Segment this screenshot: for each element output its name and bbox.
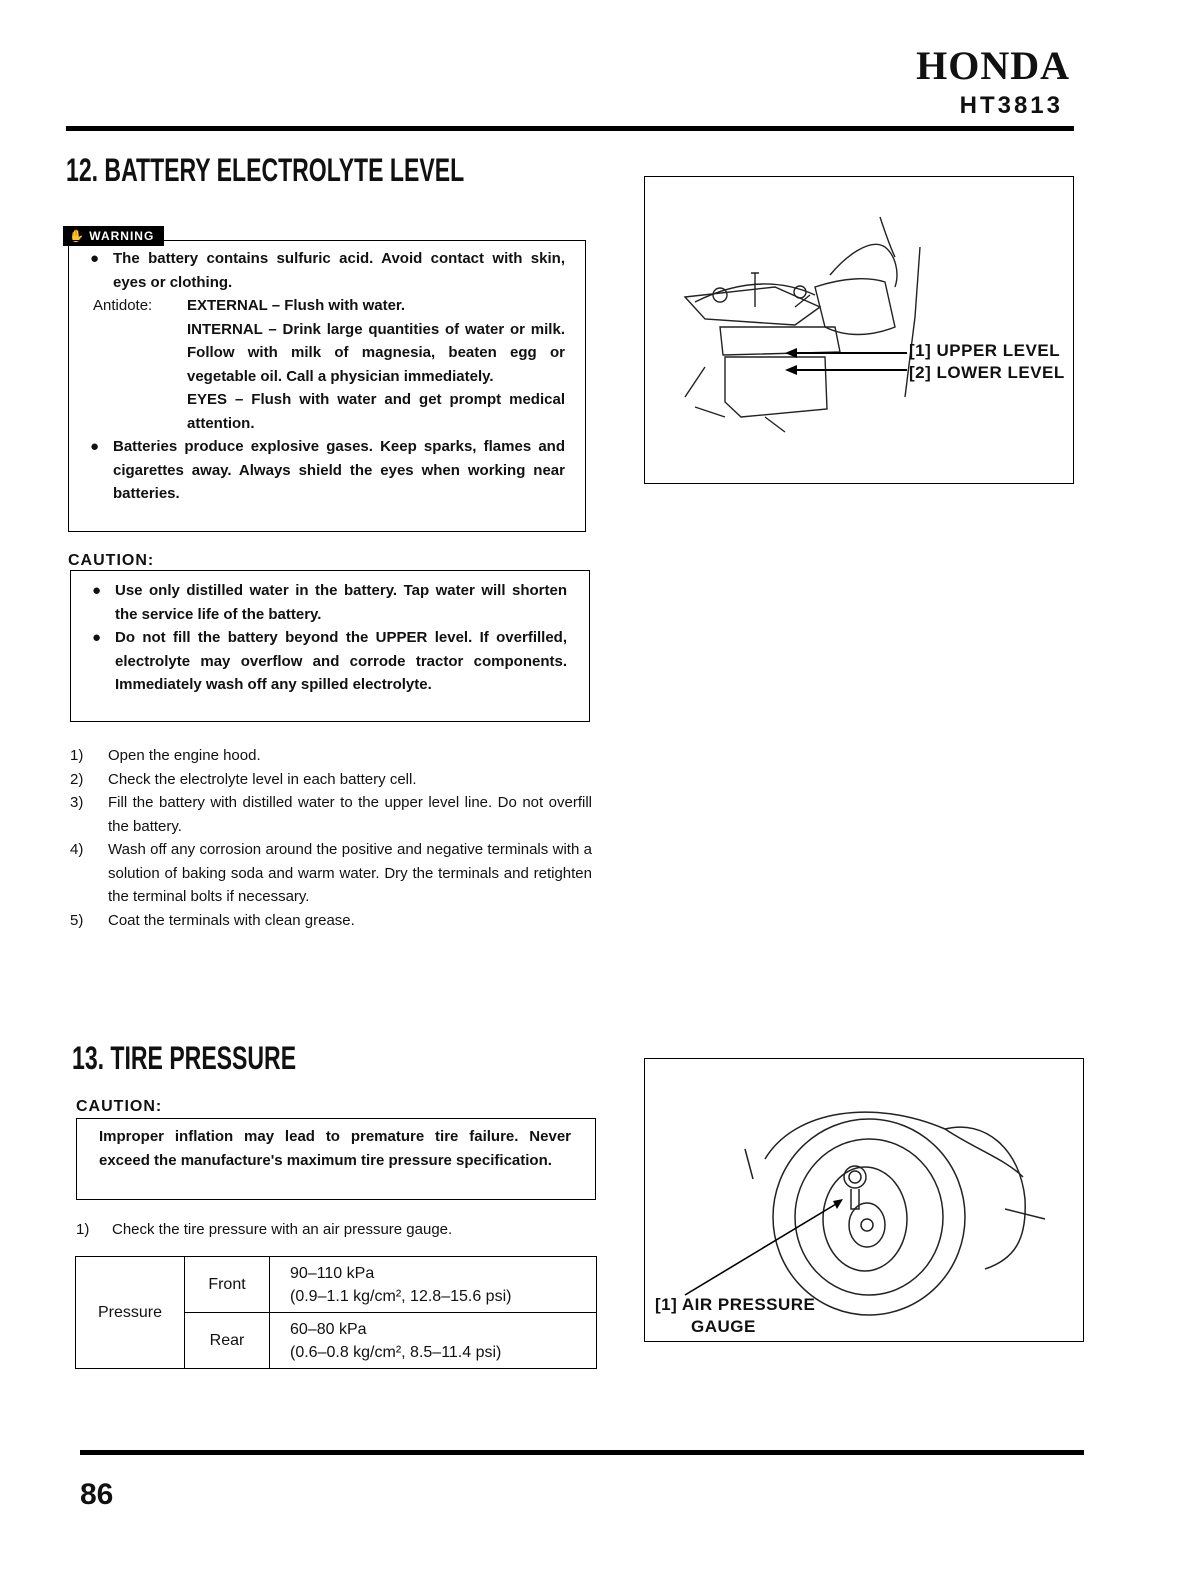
step-item: 2) Check the electrolyte level in each battery cell. [70,770,417,788]
front-label: Front [185,1257,270,1313]
warning-item: ● Batteries produce explosive gases. Keep sparks, flames and cigarettes away. Always shield the eyes when working near batteries. [90,438,565,502]
caution-item: ● Do not fill the battery beyond the UPPER level. If overfilled, electrolyte may overflow and corrode tractor components. Immediately wash off any spilled electrolyte. [92,629,567,693]
antidote-external: EXTERNAL – Flush with water. [187,297,406,314]
warning-label: WARNING [89,229,155,243]
brand-logo: HONDA [916,43,1070,88]
footer-rule [80,1450,1084,1455]
front-value: 90–110 kPa (0.9–1.1 kg/cm², 12.8–15.6 psi) [270,1257,597,1313]
caution-box [70,570,590,722]
section-12-title: 12. BATTERY ELECTROLYTE LEVEL [66,152,465,188]
warning-box [68,240,586,532]
caution-item: ● Use only distilled water in the battery. Tap water will shorten the service life of the battery. [92,582,567,623]
caution-label: CAUTION: [68,552,155,569]
tire-caution-box [76,1118,596,1200]
battery-steps [70,744,592,932]
step-item: 1) Open the engine hood. [70,747,261,764]
warning-item: ● The battery contains sulfuric acid. Avoid contact with skin, eyes or clothing. [90,250,565,291]
model-number: HT3813 [959,92,1063,119]
rear-value: 60–80 kPa (0.6–0.8 kg/cm², 8.5–11.4 psi) [270,1313,597,1369]
battery-illustration [645,177,1073,483]
step-item: 5) Coat the terminals with clean grease. [70,911,355,929]
hand-icon: ✋ [69,229,90,243]
rear-label: Rear [185,1313,270,1369]
step-item: 3) Fill the battery with distilled water to the upper level line. Do not overfill the battery. [70,794,592,835]
upper-level-label: [1] UPPER LEVEL [909,341,1061,360]
header-rule [66,126,1074,131]
battery-figure [644,176,1074,484]
step-item: 4) Wash off any corrosion around the positive and negative terminals with a solution of baking soda and warm water. Dry the terminals and retighten the terminal bolts if necessary. [70,841,592,905]
tire-step: 1) Check the tire pressure with an air pressure gauge. [76,1221,453,1238]
antidote-eyes: EYES – Flush with water and get prompt medical attention. [187,391,565,432]
page-number: 86 [80,1478,114,1511]
pressure-row-header: Pressure [76,1257,185,1369]
tire-figure [644,1058,1084,1342]
air-gauge-label-line1: [1] AIR PRESSURE [655,1295,816,1314]
antidote-internal: INTERNAL – Drink large quantities of water or milk. Follow with milk of magnesia, beaten egg or vegetable oil. Call a physician immediately. [187,320,565,385]
tire-caution-text: Improper inflation may lead to premature tire failure. Never exceed the manufacture's maximum tire pressure specification. [99,1128,571,1169]
lower-level-label: [2] LOWER LEVEL [909,363,1065,382]
antidote-label: Antidote: [93,297,153,314]
pressure-table [75,1256,597,1369]
tire-caution-label: CAUTION: [76,1098,163,1115]
air-gauge-label-line2: GAUGE [691,1317,756,1336]
section-13-title: 13. TIRE PRESSURE [72,1040,297,1076]
